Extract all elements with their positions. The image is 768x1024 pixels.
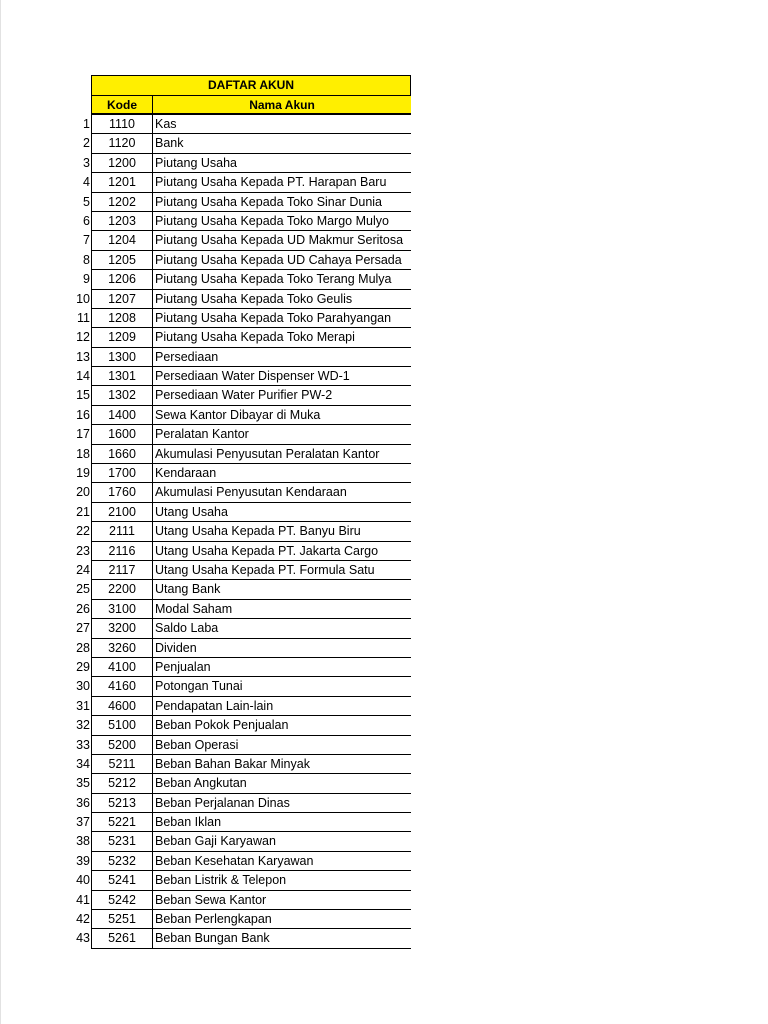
account-code-cell: 1110 — [91, 115, 153, 134]
account-code-cell: 1207 — [91, 290, 153, 309]
table-row — [67, 309, 411, 328]
row-number: 27 — [76, 621, 90, 636]
account-name-cell: Beban Sewa Kantor — [153, 891, 411, 910]
account-code-cell: 1400 — [91, 406, 153, 425]
account-name-cell: Peralatan Kantor — [153, 425, 411, 444]
table-row — [67, 270, 411, 289]
table-row — [67, 813, 411, 832]
table-row — [67, 910, 411, 929]
account-name-cell: Modal Saham — [153, 600, 411, 619]
account-code-cell: 5231 — [91, 832, 153, 851]
table-row — [67, 852, 411, 871]
table-row — [67, 658, 411, 677]
account-name-cell: Bank — [153, 134, 411, 153]
row-number: 4 — [83, 175, 90, 190]
column-header-kode: Kode — [91, 95, 153, 115]
account-name-cell: Penjualan — [153, 658, 411, 677]
table-row — [67, 212, 411, 231]
row-number: 32 — [76, 718, 90, 733]
account-code-cell: 5241 — [91, 871, 153, 890]
table-row — [67, 697, 411, 716]
table-row — [67, 231, 411, 250]
account-name-cell: Utang Usaha — [153, 503, 411, 522]
table-row — [67, 677, 411, 696]
row-number: 43 — [76, 931, 90, 946]
account-name-cell: Piutang Usaha Kepada Toko Parahyangan — [153, 309, 411, 328]
row-number: 18 — [76, 446, 90, 461]
table-row — [67, 328, 411, 347]
account-name-cell: Piutang Usaha Kepada Toko Geulis — [153, 290, 411, 309]
account-name-cell: Piutang Usaha — [153, 154, 411, 173]
account-name-cell: Utang Usaha Kepada PT. Jakarta Cargo — [153, 542, 411, 561]
account-name-cell: Dividen — [153, 639, 411, 658]
row-number: 39 — [76, 853, 90, 868]
row-number: 37 — [76, 815, 90, 830]
account-name-cell: Piutang Usaha Kepada Toko Margo Mulyo — [153, 212, 411, 231]
account-code-cell: 1204 — [91, 231, 153, 250]
account-name-cell: Pendapatan Lain-lain — [153, 697, 411, 716]
row-number: 40 — [76, 873, 90, 888]
account-name-cell: Piutang Usaha Kepada Toko Terang Mulya — [153, 270, 411, 289]
row-number: 3 — [83, 155, 90, 170]
account-code-cell: 1120 — [91, 134, 153, 153]
account-name-cell: Potongan Tunai — [153, 677, 411, 696]
account-code-cell: 5261 — [91, 929, 153, 948]
account-name-cell: Beban Bungan Bank — [153, 929, 411, 948]
row-number: 33 — [76, 737, 90, 752]
table-row — [67, 716, 411, 735]
account-name-cell: Saldo Laba — [153, 619, 411, 638]
table-row — [67, 406, 411, 425]
row-number: 20 — [76, 485, 90, 500]
row-number: 35 — [76, 776, 90, 791]
account-name-cell: Beban Operasi — [153, 736, 411, 755]
account-code-cell: 4160 — [91, 677, 153, 696]
row-number: 1 — [83, 117, 90, 131]
table-row — [67, 580, 411, 599]
account-name-cell: Sewa Kantor Dibayar di Muka — [153, 406, 411, 425]
row-number-spacer — [67, 75, 91, 95]
header-row — [67, 95, 411, 115]
row-number: 2 — [83, 136, 90, 151]
table-row — [67, 425, 411, 444]
table-row — [67, 483, 411, 502]
row-number: 8 — [83, 252, 90, 267]
account-name-cell: Utang Usaha Kepada PT. Formula Satu — [153, 561, 411, 580]
account-name-cell: Beban Gaji Karyawan — [153, 832, 411, 851]
table-row — [67, 561, 411, 580]
row-number: 36 — [76, 795, 90, 810]
account-name-cell: Piutang Usaha Kepada UD Cahaya Persada — [153, 251, 411, 270]
row-number: 30 — [76, 679, 90, 694]
row-number: 13 — [76, 349, 90, 364]
account-code-cell: 1201 — [91, 173, 153, 192]
account-name-cell: Beban Pokok Penjualan — [153, 716, 411, 735]
table-title: DAFTAR AKUN — [91, 75, 411, 95]
account-code-cell: 5212 — [91, 774, 153, 793]
account-rows — [67, 115, 411, 949]
table-row — [67, 464, 411, 483]
row-number: 28 — [76, 640, 90, 655]
row-number: 41 — [76, 892, 90, 907]
table-row — [67, 193, 411, 212]
row-number: 26 — [76, 601, 90, 616]
account-name-cell: Piutang Usaha Kepada Toko Merapi — [153, 328, 411, 347]
account-code-cell: 1301 — [91, 367, 153, 386]
account-name-cell: Persediaan — [153, 348, 411, 367]
table-row — [67, 503, 411, 522]
row-number: 7 — [83, 233, 90, 248]
account-name-cell: Akumulasi Penyusutan Peralatan Kantor — [153, 445, 411, 464]
row-number: 25 — [76, 582, 90, 597]
table-row — [67, 173, 411, 192]
account-code-cell: 1700 — [91, 464, 153, 483]
row-number: 29 — [76, 659, 90, 674]
account-name-cell: Kendaraan — [153, 464, 411, 483]
table-row — [67, 445, 411, 464]
table-row — [67, 386, 411, 405]
account-code-cell: 5232 — [91, 852, 153, 871]
account-code-cell: 1205 — [91, 251, 153, 270]
table-row — [67, 774, 411, 793]
row-number: 34 — [76, 756, 90, 771]
row-number: 19 — [76, 466, 90, 481]
account-name-cell: Beban Perjalanan Dinas — [153, 794, 411, 813]
account-code-cell: 3200 — [91, 619, 153, 638]
account-name-cell: Piutang Usaha Kepada PT. Harapan Baru — [153, 173, 411, 192]
account-code-cell: 1200 — [91, 154, 153, 173]
table-row — [67, 290, 411, 309]
account-name-cell: Piutang Usaha Kepada UD Makmur Seritosa — [153, 231, 411, 250]
row-number: 14 — [76, 369, 90, 384]
table-row — [67, 929, 411, 948]
account-name-cell: Utang Usaha Kepada PT. Banyu Biru — [153, 522, 411, 541]
account-name-cell: Beban Angkutan — [153, 774, 411, 793]
row-number: 24 — [76, 562, 90, 577]
account-code-cell: 1206 — [91, 270, 153, 289]
table-row — [67, 251, 411, 270]
account-name-cell: Akumulasi Penyusutan Kendaraan — [153, 483, 411, 502]
table-row — [67, 871, 411, 890]
table-row — [67, 891, 411, 910]
account-code-cell: 2111 — [91, 522, 153, 541]
table-row — [67, 619, 411, 638]
account-code-cell: 5100 — [91, 716, 153, 735]
account-name-cell: Beban Iklan — [153, 813, 411, 832]
account-code-cell: 3260 — [91, 639, 153, 658]
row-number: 15 — [76, 388, 90, 403]
column-header-nama-akun: Nama Akun — [153, 95, 411, 115]
table-row — [67, 348, 411, 367]
account-code-cell: 1660 — [91, 445, 153, 464]
account-code-cell: 2116 — [91, 542, 153, 561]
account-code-cell: 5211 — [91, 755, 153, 774]
row-number: 22 — [76, 524, 90, 539]
row-number: 5 — [83, 194, 90, 209]
account-code-cell: 4100 — [91, 658, 153, 677]
row-number: 42 — [76, 912, 90, 927]
account-name-cell: Piutang Usaha Kepada Toko Sinar Dunia — [153, 193, 411, 212]
account-name-cell: Beban Perlengkapan — [153, 910, 411, 929]
account-name-cell: Beban Kesehatan Karyawan — [153, 852, 411, 871]
account-name-cell: Beban Listrik & Telepon — [153, 871, 411, 890]
account-name-cell: Persediaan Water Purifier PW-2 — [153, 386, 411, 405]
row-number-spacer — [67, 95, 91, 115]
row-number: 9 — [83, 272, 90, 287]
row-number: 11 — [77, 310, 90, 325]
table-row — [67, 522, 411, 541]
account-code-cell: 3100 — [91, 600, 153, 619]
row-number: 17 — [76, 427, 90, 442]
account-name-cell: Kas — [153, 115, 411, 134]
table-row — [67, 736, 411, 755]
table-row — [67, 832, 411, 851]
account-code-cell: 4600 — [91, 697, 153, 716]
account-code-cell: 1300 — [91, 348, 153, 367]
row-number: 31 — [76, 698, 90, 713]
account-code-cell: 1600 — [91, 425, 153, 444]
account-code-cell: 1760 — [91, 483, 153, 502]
account-code-cell: 1203 — [91, 212, 153, 231]
account-code-cell: 5251 — [91, 910, 153, 929]
row-number: 21 — [76, 504, 90, 519]
table-row — [67, 639, 411, 658]
account-code-cell: 1202 — [91, 193, 153, 212]
account-code-cell: 5213 — [91, 794, 153, 813]
account-name-cell: Beban Bahan Bakar Minyak — [153, 755, 411, 774]
account-code-cell: 5221 — [91, 813, 153, 832]
account-name-cell: Persediaan Water Dispenser WD-1 — [153, 367, 411, 386]
account-code-cell: 1208 — [91, 309, 153, 328]
row-number: 12 — [76, 330, 90, 345]
account-code-cell: 2100 — [91, 503, 153, 522]
account-code-cell: 2117 — [91, 561, 153, 580]
account-code-cell: 5242 — [91, 891, 153, 910]
row-number: 16 — [76, 407, 90, 422]
account-code-cell: 1209 — [91, 328, 153, 347]
table-row — [67, 154, 411, 173]
row-number: 38 — [76, 834, 90, 849]
table-row — [67, 600, 411, 619]
account-code-cell: 1302 — [91, 386, 153, 405]
table-row — [67, 755, 411, 774]
table-row — [67, 367, 411, 386]
account-name-cell: Utang Bank — [153, 580, 411, 599]
account-list-sheet — [67, 75, 411, 949]
row-number: 10 — [76, 291, 90, 306]
table-row — [67, 542, 411, 561]
account-code-cell: 2200 — [91, 580, 153, 599]
row-number: 6 — [83, 213, 90, 228]
table-row — [67, 115, 411, 134]
account-code-cell: 5200 — [91, 736, 153, 755]
title-row — [67, 75, 411, 95]
table-row — [67, 134, 411, 153]
row-number: 23 — [76, 543, 90, 558]
table-row — [67, 794, 411, 813]
